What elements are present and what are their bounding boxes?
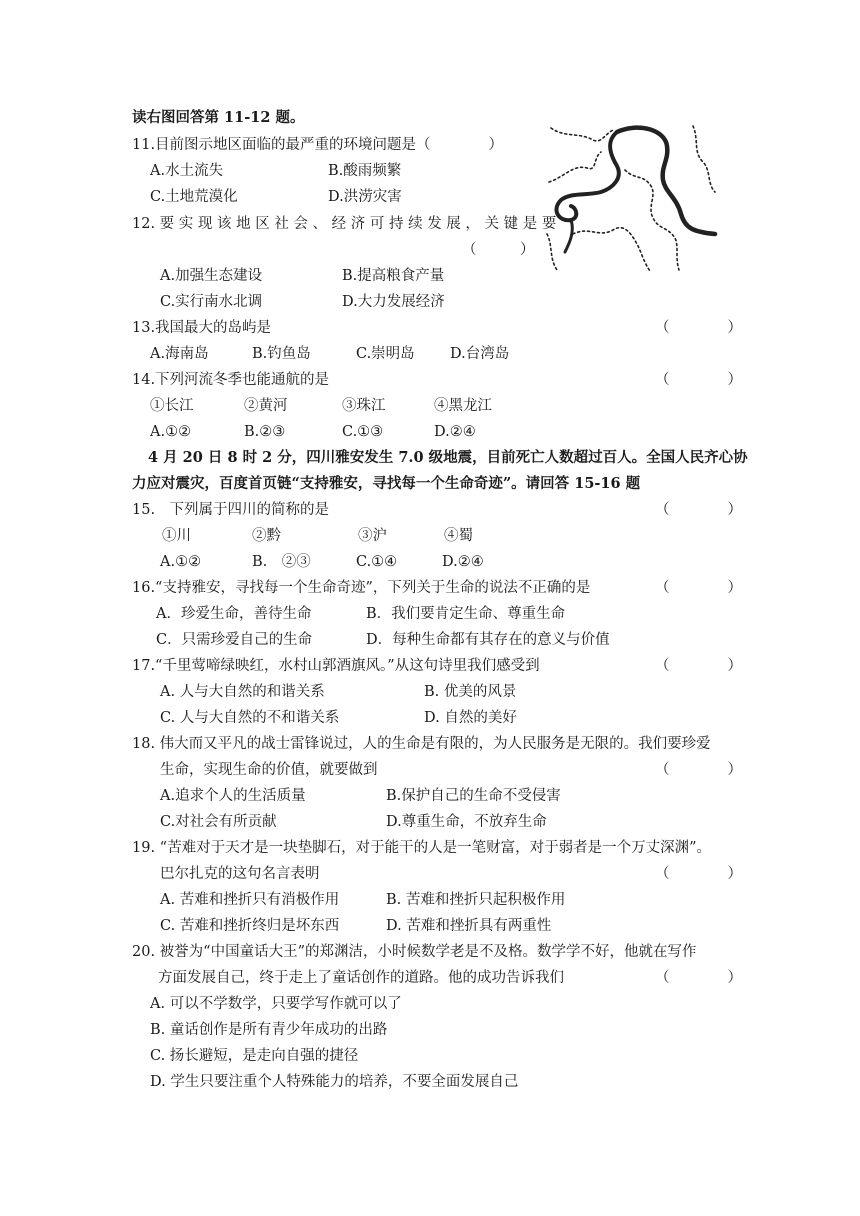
q14-option-a[interactable]: A.①② <box>150 424 192 440</box>
q17-option-c[interactable]: C. 人与大自然的不和谐关系 <box>160 710 340 726</box>
q15-answer-paren: （ ） <box>655 502 742 518</box>
q13-option-a[interactable]: A.海南岛 <box>150 346 209 362</box>
q14-answer-paren: （ ） <box>655 372 742 388</box>
q11-option-a[interactable]: A.水土流失 <box>150 163 224 179</box>
q18-option-b[interactable]: B.保护自己的生命不受侵害 <box>386 788 561 804</box>
q11-option-d[interactable]: D.洪涝灾害 <box>328 189 402 205</box>
q17-option-a[interactable]: A. 人与大自然的和谐关系 <box>160 684 325 700</box>
q16-option-b[interactable]: B．我们要肯定生命、尊重生命 <box>366 606 566 622</box>
map-river-branch <box>565 220 572 252</box>
map-river-main <box>617 128 715 234</box>
q14-item-3: ③珠江 <box>342 398 386 414</box>
q13-option-b[interactable]: B.钓鱼岛 <box>252 346 311 362</box>
map-river-loop <box>556 132 618 220</box>
q15-item-1: ①川 <box>162 528 191 544</box>
q15-option-a[interactable]: A.①② <box>160 554 202 570</box>
q14-option-c[interactable]: C.①③ <box>342 424 384 440</box>
q16-answer-paren: （ ） <box>655 580 742 596</box>
q12-option-b[interactable]: B.提高粮食产量 <box>342 268 445 284</box>
q15-item-2: ②黔 <box>252 528 281 544</box>
q19-option-d[interactable]: D. 苦难和挫折具有两重性 <box>386 918 552 934</box>
q16-option-a[interactable]: A．珍爱生命，善待生命 <box>156 606 312 622</box>
q11-option-c[interactable]: C.土地荒漠化 <box>150 189 238 205</box>
q12-option-d[interactable]: D.大力发展经济 <box>342 294 445 310</box>
q12-option-c[interactable]: C.实行南水北调 <box>160 294 263 310</box>
q12-answer-paren: （ ） <box>462 242 535 258</box>
map-border-north <box>551 128 613 141</box>
q15-item-4: ④蜀 <box>444 528 473 544</box>
map-border-west <box>549 152 601 182</box>
q14-item-1: ①长江 <box>150 398 194 414</box>
q14-item-4: ④黑龙江 <box>434 398 492 414</box>
q18-answer-paren: （ ） <box>655 762 742 778</box>
q13-answer-paren: （ ） <box>655 320 742 336</box>
q14-option-b[interactable]: B.②③ <box>244 424 286 440</box>
q20-option-c[interactable]: C. 扬长避短，是走向自强的捷径 <box>150 1048 359 1064</box>
q18-option-c[interactable]: C.对社会有所贡献 <box>160 814 277 830</box>
q20-answer-paren: （ ） <box>655 970 742 986</box>
q13-option-c[interactable]: C.崇明岛 <box>356 346 415 362</box>
q12-option-a[interactable]: A.加强生态建设 <box>160 268 263 284</box>
q15-option-c[interactable]: C.①④ <box>356 554 398 570</box>
q17-option-d[interactable]: D. 自然的美好 <box>424 710 517 726</box>
q16-option-d[interactable]: D．每种生命都有其存在的意义与价值 <box>366 632 610 648</box>
q19-option-a[interactable]: A. 苦难和挫折只有消极作用 <box>160 892 340 908</box>
q15-item-3: ③沪 <box>358 528 387 544</box>
map-border-sw <box>547 234 557 270</box>
q18-option-d[interactable]: D.尊重生命，不放弃生命 <box>386 814 547 830</box>
q19-answer-paren: （ ） <box>655 866 742 882</box>
q20-option-d[interactable]: D. 学生只要注重个人特殊能力的培养，不要全面发展自己 <box>150 1074 519 1090</box>
q15-option-d[interactable]: D.②④ <box>442 554 484 570</box>
region-map-figure <box>543 122 719 274</box>
q17-option-b[interactable]: B. 优美的风景 <box>424 684 517 700</box>
q18-option-a[interactable]: A.追求个人的生活质量 <box>160 788 306 804</box>
q11-option-b[interactable]: B.酸雨频繁 <box>328 163 402 179</box>
q13-option-d[interactable]: D.台湾岛 <box>450 346 510 362</box>
q15-option-b[interactable]: B. ②③ <box>252 554 311 570</box>
q14-item-2: ②黄河 <box>244 398 288 414</box>
exam-page: 读右图回答第 11-12 题。 11.目前图示地区面临的最严重的环境问题是（ ） A.水土流失 B.酸雨频繁 C.土地荒漠化 D.洪涝灾害 12. 要 实 现 该 地 区 社 会 、 经 济 可 持 续 发 展 ， 关 键 是 要 （ ） A.加强生态建设 B.提高粮食产量 C.实行南水北调 D.大力发展经济 13.我国最大的岛屿是 （ ） A.海南岛 B.钓鱼岛 C.崇明岛 D.台湾岛 14.下列河流冬季也能通航的是 （ ） ①长江 ②黄河 ③珠江 ④黑龙江 A.①② B.②③ C.①③ D.②④ 4 月 20 日 8 时 2 分，四川雅安发生 7.0 级地震，目前死亡人数超过百人。全国人民齐心协 力应对震灾，百度首页链“支持雅安，寻找每一个生命奇迹”。请回答 15-16 题 15. 下列属于四川的简称的是 （ ） ①川 ②黔 ③沪 ④蜀 A.①② B. ②③ C.①④ D.②④ 16.“支持雅安，寻找每一个生命奇迹”，下列关于生命的说法不正确的是 （ ） A．珍爱生命，善待生命 B．我们要肯定生命、尊重生命 C．只需珍爱自己的生命 D．每种生命都有其存在的意义与价值 17.“千里莺啼绿映红，水村山郭酒旗风。”从这句诗里我们感受到 （ ） A. 人与大自然的和谐关系 B. 优美的风景 C. 人与大自然的不和谐关系 D. 自然的美好 18. 伟大而又平凡的战士雷锋说过，人的生命是有限的，为人民服务是无限的。我们要珍爱 生命，实现生命的价值，就要做到 （ ） A.追求个人的生活质量 B.保护自己的生命不受侵害 C.对社会有所贡献 D.尊重生命，不放弃生命 19. “苦难对于天才是一块垫脚石，对于能干的人是一笔财富，对于弱者是一个万丈深渊”。 巴尔扎克的这句名言表明 （ ） A. 苦难和挫折只有消极作用 B. 苦难和挫折只起积极作用 C. 苦难和挫折终归是坏东西 D. 苦难和挫折具有两重性 20. 被誉为“中国童话大王”的郑渊洁，小时候数学老是不及格。数学学不好，他就在写作 方面发展自己，终于走上了童话创作的道路。他的成功告诉我们 （ ） A. 可以不学数学，只要学写作就可以了 B. 童话创作是所有青少年成功的出路 C. 扬长避短，是走向自强的捷径 D. 学生只要注重个人特殊能力的培养，不要全面发展自己 <box>132 109 748 1090</box>
q17-answer-paren: （ ） <box>655 658 742 674</box>
q19-option-b[interactable]: B. 苦难和挫折只起积极作用 <box>386 892 566 908</box>
q20-option-a[interactable]: A. 可以不学数学，只要学写作就可以了 <box>150 996 402 1012</box>
q20-option-b[interactable]: B. 童话创作是所有青少年成功的出路 <box>150 1022 388 1038</box>
map-border-central <box>625 170 679 270</box>
map-border-south <box>573 228 651 272</box>
map-border-east <box>693 126 715 192</box>
q14-option-d[interactable]: D.②④ <box>434 424 476 440</box>
q16-option-c[interactable]: C．只需珍爱自己的生命 <box>156 632 313 648</box>
q19-option-c[interactable]: C. 苦难和挫折终归是坏东西 <box>160 918 340 934</box>
